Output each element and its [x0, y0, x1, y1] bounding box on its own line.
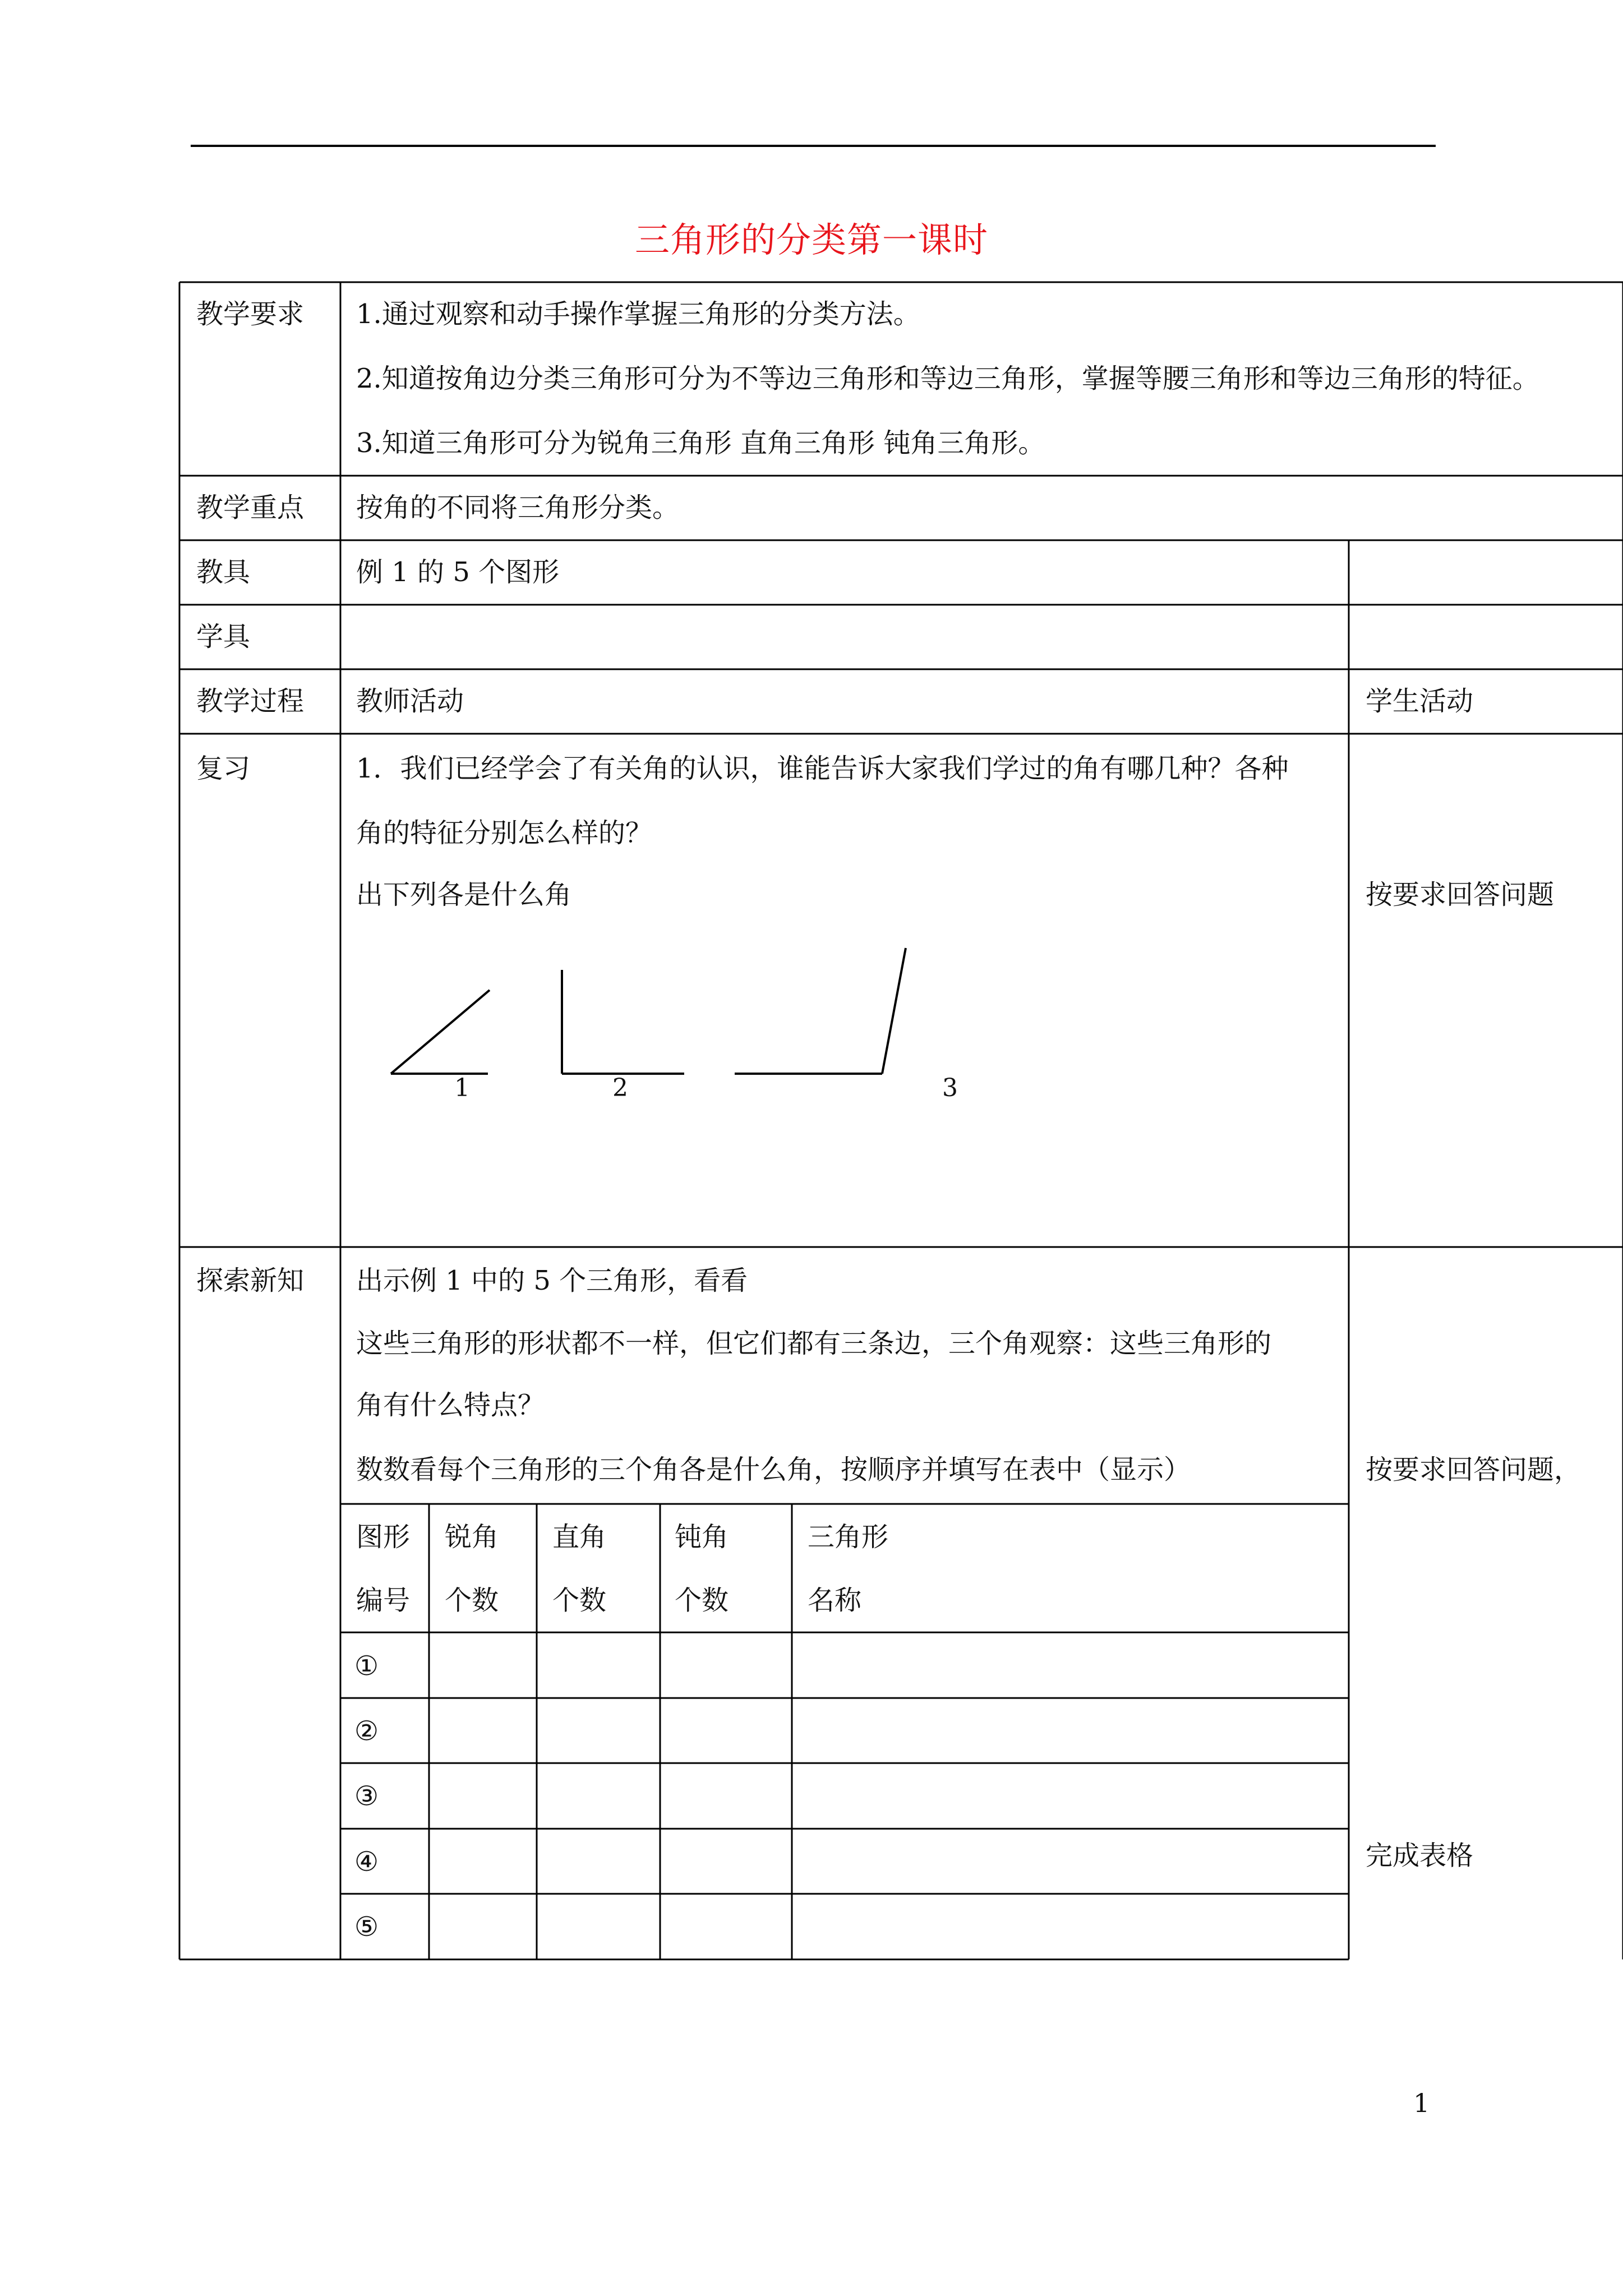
- requirement-item-3: 3.知道三角形可分为锐角三角形 直角三角形 钝角三角形。: [356, 427, 1045, 459]
- review-line-3: 出下列各是什么角: [356, 879, 572, 910]
- explore-line-1: 出示例 1 中的 5 个三角形，看看: [356, 1265, 748, 1296]
- table-header-acute-1: 锐角: [445, 1521, 499, 1553]
- requirements-label: 教学要求: [196, 298, 305, 330]
- table-header-name-2: 名称: [808, 1585, 862, 1616]
- document-title: 三角形的分类第一课时: [634, 219, 988, 260]
- table-header-figure-1: 图形: [356, 1521, 411, 1553]
- teacher-activity-header: 教师活动: [356, 685, 464, 717]
- review-line-2: 角的特征分别怎么样的？: [356, 817, 653, 849]
- explore-student-activity-2: 完成表格: [1366, 1840, 1474, 1871]
- key-point-label: 教学重点: [196, 492, 305, 523]
- explore-label: 探索新知: [196, 1265, 305, 1296]
- review-student-activity: 按要求回答问题: [1366, 879, 1555, 910]
- review-line-1: 1．我们已经学会了有关角的认识，谁能告诉大家我们学过的角有哪几种？各种: [356, 753, 1289, 784]
- angle-label-1: 1: [454, 1074, 470, 1102]
- explore-line-2: 这些三角形的形状都不一样，但它们都有三条边，三个角观察：这些三角形的: [356, 1328, 1272, 1359]
- student-activity-header: 学生活动: [1366, 685, 1474, 717]
- review-label: 复习: [196, 753, 251, 784]
- table-header-obtuse-1: 钝角: [675, 1521, 729, 1553]
- table-header-name-1: 三角形: [808, 1521, 889, 1553]
- teaching-aids-label: 教具: [196, 556, 251, 588]
- explore-line-4: 数数看每个三角形的三个角各是什么角，按顺序并填写在表中（显示）: [356, 1454, 1191, 1485]
- angle-label-2: 2: [612, 1074, 628, 1102]
- table-row-number-3: ③: [354, 1780, 379, 1812]
- teaching-aids-text: 例 1 的 5 个图形: [356, 556, 560, 588]
- requirement-item-1: 1.通过观察和动手操作掌握三角形的分类方法。: [356, 298, 920, 330]
- process-label: 教学过程: [196, 685, 305, 717]
- angle-label-3: 3: [942, 1074, 958, 1102]
- requirement-item-2: 2.知道按角边分类三角形可分为不等边三角形和等边三角形，掌握等腰三角形和等边三角形的特征。: [356, 363, 1539, 394]
- table-header-obtuse-2: 个数: [675, 1585, 729, 1616]
- page-number: 1: [1413, 2088, 1430, 2118]
- learning-aids-label: 学具: [196, 621, 251, 652]
- acute-angle-arm: [391, 990, 490, 1074]
- explore-student-activity-1: 按要求回答问题，: [1366, 1454, 1581, 1485]
- table-row-number-4: ④: [354, 1846, 379, 1878]
- table-header-right-1: 直角: [552, 1521, 607, 1553]
- table-header-acute-2: 个数: [445, 1585, 499, 1616]
- table-header-right-2: 个数: [552, 1585, 607, 1616]
- obtuse-angle-arm: [882, 948, 906, 1074]
- key-point-text: 按角的不同将三角形分类。: [356, 492, 680, 523]
- explore-line-3: 角有什么特点？: [356, 1389, 545, 1421]
- table-row-number-2: ②: [354, 1715, 379, 1747]
- table-row-number-1: ①: [354, 1650, 379, 1682]
- table-row-number-5: ⑤: [354, 1911, 379, 1943]
- table-header-figure-2: 编号: [356, 1585, 411, 1616]
